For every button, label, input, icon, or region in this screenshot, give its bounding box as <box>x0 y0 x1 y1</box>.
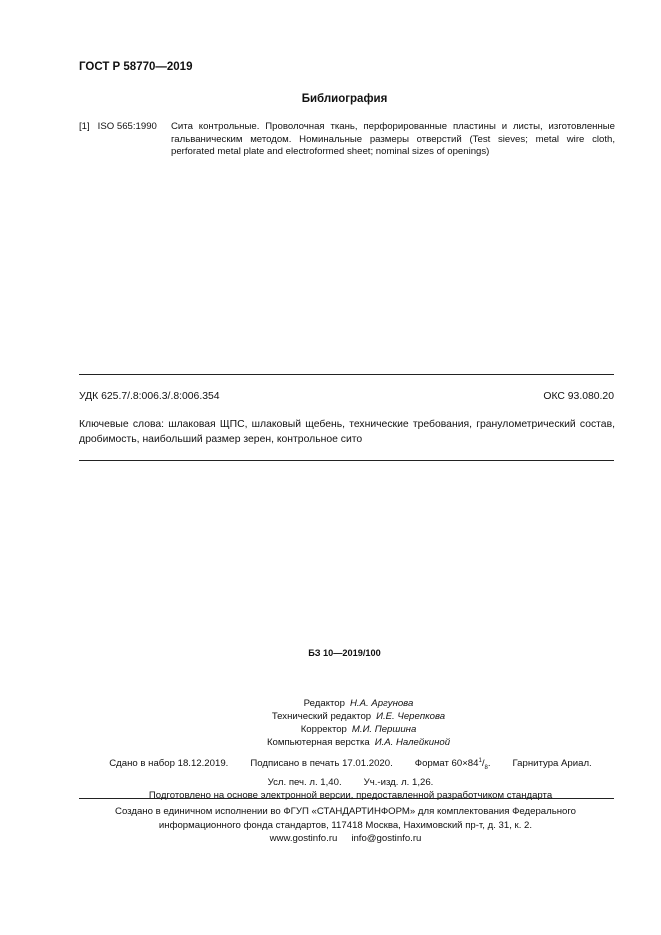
print-sheets: Усл. печ. л. 1,40. <box>267 776 342 788</box>
print-info <box>0 755 661 803</box>
keywords: Ключевые слова: шлаковая ЩПС, шлаковый щебень, технические требования, гранулометрический состав, дробимость, наибольший размер зерен, контрольное сито <box>79 419 615 445</box>
publisher-line1: Создано в единичном исполнении во ФГУП «СТАНДАРТИНФОРМ» для комплектования Федерального <box>115 806 576 817</box>
staff-name: М.И. Першина <box>351 724 417 735</box>
format-sup: 1 <box>478 758 482 764</box>
oks-code: ОКС 93.080.20 <box>543 391 614 402</box>
publisher-line2: информационного фонда стандартов, 117418 Москва, Нахимовский пр-т, д. 31, к. 2. <box>158 819 533 831</box>
pub-sheets: Уч.-изд. л. 1,26. <box>363 776 434 788</box>
document-code: ГОСТ Р 58770—2019 <box>79 61 193 73</box>
divider-keywords <box>79 460 614 461</box>
publisher-contacts <box>30 832 661 846</box>
staff-name: Н.А. Аргунова <box>349 698 414 709</box>
typeface: Гарнитура Ариал. <box>512 758 592 770</box>
bibliography-text: Сита контрольные. Проволочная ткань, перфорированные пластины и листы, изготовленные гальваническим методом. Номинальные размеры отверстий (Test sieves; metal wire cloth, perforated metal plate and electroformed sheet; nominal sizes of openings) <box>171 121 615 157</box>
bibliography-reference <box>79 121 171 159</box>
udk-code: УДК 625.7/.8:006.3/.8:006.354 <box>79 391 220 402</box>
staff-role: Технический редактор <box>271 711 372 722</box>
bz-number: БЗ 10—2019/100 <box>308 648 381 658</box>
staff-list <box>0 697 661 749</box>
staff-role: Корректор <box>300 724 347 735</box>
publisher-info <box>0 805 661 846</box>
staff-role: Редактор <box>303 698 345 709</box>
staff-role: Компьютерная верстка <box>266 737 370 748</box>
format-prefix: Формат 60×84 <box>414 758 479 770</box>
bibliography-entry <box>79 121 615 159</box>
email-link[interactable]: info@gostinfo.ru <box>351 833 422 844</box>
print-info-line1 <box>40 755 661 776</box>
bibliography-number: [1] <box>79 121 90 132</box>
prepared-note: Подготовлено на основе электронной версии, предоставленной разработчиком стандарта <box>148 790 553 802</box>
bibliography-title: Библиография <box>301 93 388 105</box>
signed-date: Подписано в печать 17.01.2020. <box>250 758 393 770</box>
format: Формат $60\times 84^1/_8$. <box>414 758 491 772</box>
website-link[interactable]: www.gostinfo.ru <box>269 833 338 844</box>
divider-bottom <box>79 798 614 799</box>
print-info-line2 <box>40 776 661 790</box>
staff-layout <box>56 736 661 749</box>
staff-name: И.А. Налейкиной <box>374 737 451 748</box>
staff-name: И.Е. Черепкова <box>376 711 446 722</box>
format-sub: 8 <box>484 765 488 772</box>
submitted-date: Сдано в набор 18.12.2019. <box>109 758 229 770</box>
divider-top <box>79 374 614 375</box>
staff-corrector <box>56 723 661 736</box>
bibliography-standard: ISO 565:1990 <box>97 121 157 132</box>
staff-editor <box>56 697 661 710</box>
staff-tech-editor <box>56 710 661 723</box>
